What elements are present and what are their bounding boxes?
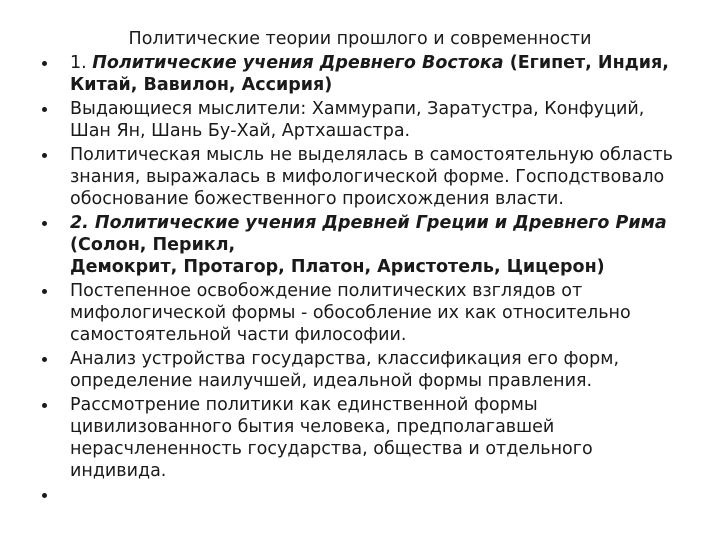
bullet-icon (42, 221, 47, 226)
list-item-state-analysis (42, 348, 692, 392)
item-text: Шан Ян, Шань Бу-Хай, Артхашастра. (70, 121, 411, 141)
bullet-icon (42, 153, 47, 158)
item-text: мифологической формы - обособление их как относительно (70, 303, 631, 323)
item-text: определение наилучшей, идеальной формы правления. (70, 371, 593, 391)
item-text: (Солон, Перикл, (70, 235, 236, 255)
bullet-icon (42, 403, 47, 408)
bullet-icon (42, 107, 47, 112)
item-text: Рассмотрение политики как единственной формы (70, 395, 538, 415)
bullet-icon (42, 61, 47, 66)
bullet-list (42, 52, 692, 508)
list-item-east (42, 52, 692, 96)
bullet-icon (42, 289, 47, 294)
item-text: Постепенное освобождение политических взглядов от (70, 281, 583, 301)
section-heading-greece-rome: 2. Политические учения Древней Греции и Древнего Рима (70, 213, 667, 233)
item-text: самостоятельной части философии. (70, 325, 407, 345)
list-item-liberation (42, 280, 692, 346)
item-text: Выдающиеся мыслители: Хаммурапи, Заратустра, Конфуций, (70, 99, 645, 119)
list-item-politics (42, 394, 692, 482)
bullet-icon (42, 493, 47, 498)
item-text: Политическая мысль не выделялась в самостоятельную область (70, 145, 673, 165)
item-text: Китай, Вавилон, Ассирия) (70, 75, 333, 95)
item-text: индивида. (70, 461, 167, 481)
item-number: 1. (70, 53, 93, 73)
list-item-thinkers (42, 98, 692, 142)
item-text: обоснование божественного происхождения власти. (70, 189, 564, 209)
item-text: Демокрит, Протагор, Платон, Аристотель, Цицерон) (70, 257, 605, 277)
item-text: нерасчлененность государства, общества и отдельного (70, 439, 593, 459)
list-item-political-thought (42, 144, 692, 210)
item-text: цивилизованного бытия человека, предполагавшей (70, 417, 555, 437)
item-text: знания, выражалась в мифологической форме. Господствовало (70, 167, 665, 187)
item-text: Анализ устройства государства, классификация его форм, (70, 349, 620, 369)
list-item-greece-rome (42, 212, 692, 278)
list-item-empty (42, 484, 692, 506)
bullet-icon (42, 357, 47, 362)
slide-title: Политические теории прошлого и современности (128, 29, 592, 49)
section-heading-east: Политические учения Древнего Востока (92, 53, 504, 73)
item-text: (Египет, Индия, (503, 53, 669, 73)
